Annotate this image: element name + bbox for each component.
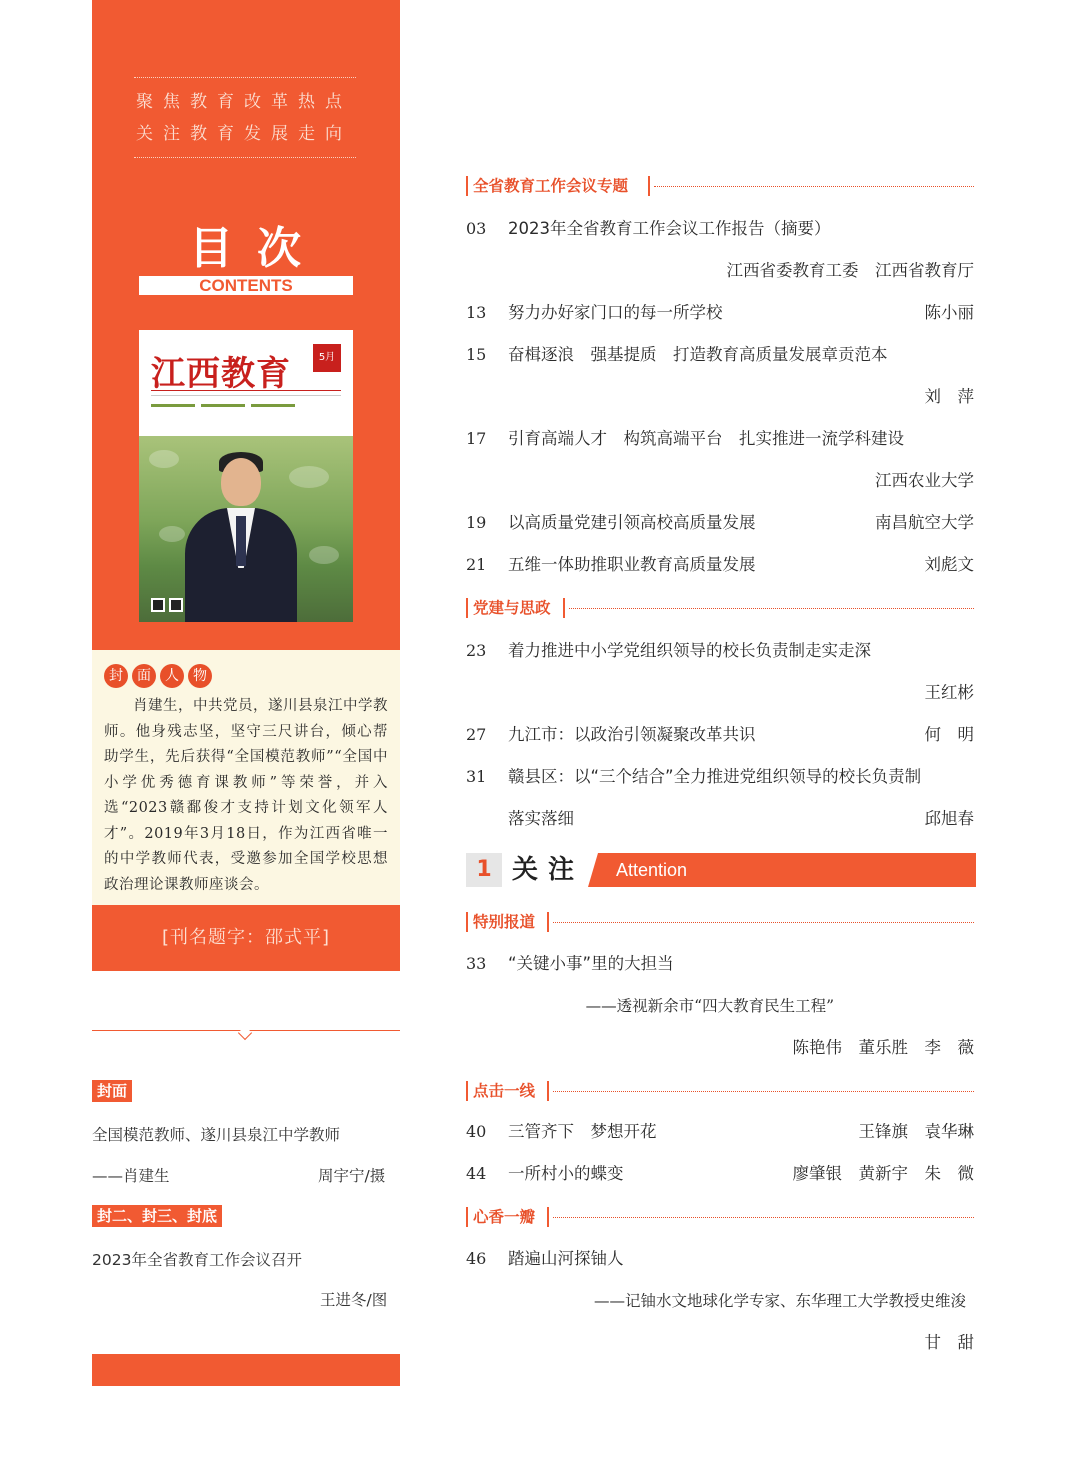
- toc-entry[interactable]: [466, 426, 974, 452]
- inner-covers-tag: 封二、封三、封底: [92, 1205, 222, 1227]
- toc-entry[interactable]: [466, 300, 974, 326]
- toc-entry-author-line: [466, 384, 974, 410]
- qr-code-icon: [151, 598, 165, 612]
- article-author: 何 明: [924, 725, 974, 744]
- cover-column-block: [151, 404, 195, 430]
- toc-entry-author-line: [466, 468, 974, 494]
- page-number: 19: [466, 513, 487, 532]
- article-author: 甘 甜: [924, 1333, 974, 1352]
- toc-entry[interactable]: [466, 638, 974, 664]
- article-title: 一所村小的蝶变: [508, 1164, 624, 1183]
- toc-entry[interactable]: [466, 552, 974, 578]
- article-author: 廖肇银 黄新宇 朱 微: [792, 1164, 974, 1183]
- attention-chapter-band: [466, 853, 976, 887]
- article-author: 江西省委教育工委 江西省教育厅: [726, 261, 974, 280]
- toc-entry[interactable]: [466, 951, 974, 977]
- toc-entry[interactable]: [466, 1246, 974, 1272]
- article-author: 刘彪文: [924, 555, 974, 574]
- chapter-number: 1: [466, 853, 502, 887]
- section-header: [466, 597, 974, 619]
- toc-entry-author-line: [466, 258, 974, 284]
- cover-caption-line: 全国模范教师、遂川县泉江中学教师: [92, 1126, 341, 1144]
- cover-photographer: 周宇宁/摄: [318, 1167, 386, 1185]
- badge-char: 封: [104, 664, 128, 688]
- section-label: 点击一线: [473, 1082, 536, 1100]
- section-label: 特别报道: [473, 913, 536, 931]
- toc-entry-author-line: [466, 1330, 974, 1356]
- toc-entry[interactable]: [466, 342, 974, 368]
- badge-char: 物: [188, 664, 212, 688]
- article-title: 着力推进中小学党组织领导的校长负责制走实走深: [508, 641, 871, 660]
- article-title: 五维一体助推职业教育高质量发展: [508, 555, 756, 574]
- cover-person-box: [92, 650, 400, 905]
- article-title: 三管齐下 梦想开花: [508, 1122, 657, 1141]
- slogan-line-1: 聚焦教育改革热点: [136, 92, 352, 112]
- toc-entry[interactable]: [466, 510, 974, 536]
- title-calligraphy-band: [92, 905, 400, 971]
- page-number: 31: [466, 767, 487, 786]
- article-title: 引育高端人才 构筑高端平台 扎实推进一流学科建设: [508, 429, 904, 448]
- article-author: 王锋旗 袁华琳: [858, 1122, 974, 1141]
- toc-entry-subtitle-line: [466, 993, 974, 1019]
- article-author: 江西农业大学: [875, 471, 974, 490]
- article-title-continued: 落实落细: [508, 809, 574, 828]
- article-author: 刘 萍: [924, 387, 974, 406]
- slogan-line-2: 关注教育发展走向: [136, 124, 352, 144]
- article-subtitle: ——记铀水文地球化学专家、东华理工大学教授史维浚: [593, 1292, 966, 1310]
- toc-entry[interactable]: [466, 764, 974, 790]
- toc-title: 目次: [189, 223, 325, 274]
- qr-code-icon: [169, 598, 183, 612]
- badge-char: 面: [132, 664, 156, 688]
- title-calligraphy-credit: [刊名题字：邵式平]: [161, 927, 331, 948]
- article-author: 陈小丽: [924, 303, 974, 322]
- page-number: 40: [466, 1122, 487, 1141]
- toc-entry-continuation: [466, 806, 974, 832]
- page-number: 46: [466, 1249, 487, 1268]
- cover-column-block: [201, 404, 245, 430]
- toc-entry[interactable]: [466, 1161, 974, 1187]
- cover-column-block: [251, 404, 295, 430]
- contents-label: CONTENTS: [139, 276, 353, 295]
- toc-entry-subtitle-line: [466, 1288, 974, 1314]
- article-title: 以高质量党建引领高校高质量发展: [508, 513, 756, 532]
- section-header: [466, 1206, 974, 1228]
- page-number: 03: [466, 219, 487, 238]
- section-label: 党建与思政: [473, 599, 551, 617]
- toc-entry-author-line: [466, 680, 974, 706]
- article-author: 南昌航空大学: [875, 513, 974, 532]
- chevron-down-icon: [238, 1026, 252, 1040]
- inner-covers-caption: 2023年全省教育工作会议召开: [92, 1251, 302, 1269]
- article-title: 踏遍山河探铀人: [508, 1249, 624, 1268]
- chapter-title-cn: 关注: [512, 855, 585, 885]
- section-label: 心香一瓣: [473, 1208, 536, 1226]
- person-tie: [236, 516, 246, 566]
- section-header: [466, 911, 974, 933]
- article-title: “关键小事”里的大担当: [508, 954, 674, 973]
- person-head: [221, 458, 261, 506]
- article-title: 2023年全省教育工作会议工作报告（摘要）: [508, 219, 831, 238]
- page-number: 27: [466, 725, 487, 744]
- page-number: 21: [466, 555, 487, 574]
- cover-person-badges: [104, 664, 212, 688]
- section-header: [466, 175, 974, 197]
- article-author: 邱旭春: [924, 809, 974, 828]
- page-number: 15: [466, 345, 487, 364]
- dotted-rule-top: [134, 77, 356, 78]
- left-banner: [92, 0, 400, 650]
- article-title: 赣县区：以“三个结合”全力推进党组织领导的校长负责制: [508, 767, 922, 786]
- toc-entry-author-line: [466, 1035, 974, 1061]
- magazine-cover-thumbnail[interactable]: [139, 330, 353, 622]
- article-title: 努力办好家门口的每一所学校: [508, 303, 723, 322]
- article-subtitle: ——透视新余市“四大教育民生工程”: [585, 997, 834, 1015]
- dotted-rule-bottom: [134, 157, 356, 158]
- toc-entry[interactable]: [466, 722, 974, 748]
- toc-entry[interactable]: [466, 216, 974, 242]
- article-title: 九江市：以政治引领凝聚改革共识: [508, 725, 756, 744]
- chapter-title-en: Attention: [616, 860, 688, 880]
- cover-issue-badge: 5月: [313, 344, 341, 372]
- page-number: 23: [466, 641, 487, 660]
- article-author: 王红彬: [924, 683, 974, 702]
- section-label: 全省教育工作会议专题: [473, 177, 629, 195]
- section-header: [466, 1080, 974, 1102]
- cover-caption-name: ——肖建生: [92, 1167, 170, 1185]
- page-number: 44: [466, 1164, 487, 1183]
- toc-entry[interactable]: [466, 1119, 974, 1145]
- cover-photo: [139, 436, 353, 622]
- cover-person-bio: 肖建生，中共党员，遂川县泉江中学教师。他身残志坚，坚守三尺讲台，倾心帮助学生，先后获得“全国模范教师”“全国中小学优秀德育课教师”等荣誉，并入选“2023赣鄱俊才支持计划文化领军人才”。2019年3月18日，作为江西省唯一的中学教师代表，受邀参加全国学校思想政治理论课教师座谈会。: [104, 698, 388, 893]
- inner-covers-credit: 王进冬/图: [320, 1291, 388, 1309]
- page-number: 33: [466, 954, 487, 973]
- page-number: 17: [466, 429, 487, 448]
- page-number: 13: [466, 303, 487, 322]
- cover-tag: 封面: [92, 1080, 132, 1102]
- badge-char: 人: [160, 664, 184, 688]
- article-title: 奋楫逐浪 强基提质 打造教育高质量发展章贡范本: [508, 345, 888, 364]
- bottom-accent-bar: [92, 1354, 400, 1386]
- article-author: 陈艳伟 董乐胜 李 薇: [792, 1038, 974, 1057]
- cover-masthead: 江西教育: [151, 354, 291, 394]
- cover-header-strip: [151, 390, 341, 396]
